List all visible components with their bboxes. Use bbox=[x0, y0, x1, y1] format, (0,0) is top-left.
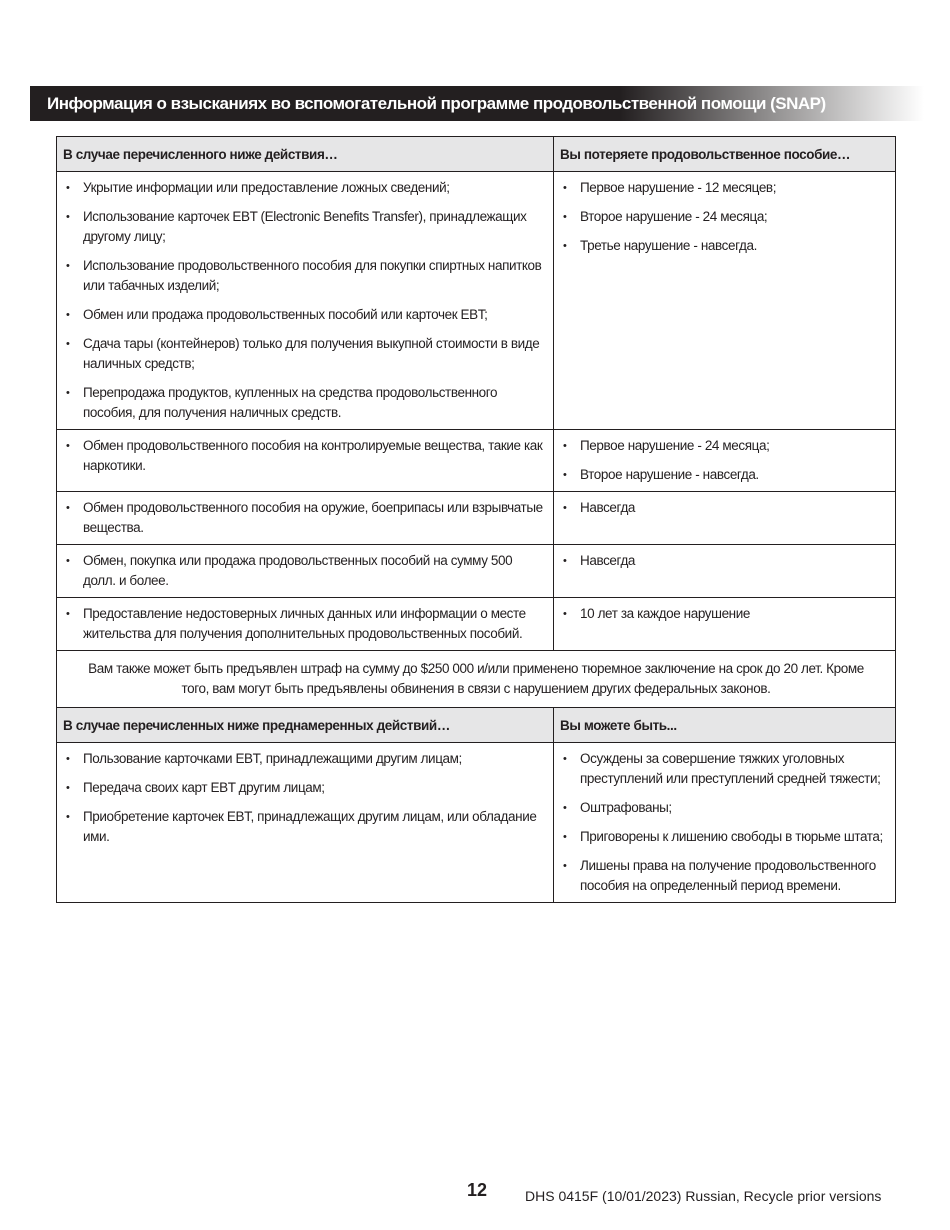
banner-title: Информация о взысканиях во вспомогательной программе продовольственной помощи (SNAP) bbox=[47, 94, 826, 113]
fine-note: Вам также может быть предъявлен штраф на сумму до $250 000 и/или применено тюремное заключение на срок до 20 лет. Кроме того, вам могут быть предъявлены обвинения в связи с нарушением других федеральных законов. bbox=[57, 651, 896, 708]
table-row bbox=[57, 598, 896, 651]
list-item: • Предоставление недостоверных личных данных или информации о месте жительства для получения дополнительных продовольственных пособий. bbox=[63, 604, 547, 644]
violation-cell bbox=[57, 172, 554, 430]
fine-note-row bbox=[57, 651, 896, 708]
list-item: • Навсегда bbox=[560, 498, 889, 518]
list-item: • Использование карточек EBT (Electronic Benefits Transfer), принадлежащих другому лицу; bbox=[63, 207, 547, 247]
list-item: • Сдача тары (контейнеров) только для получения выкупной стоимости в виде наличных средств; bbox=[63, 334, 547, 374]
list-item: • Приобретение карточек EBT, принадлежащих другим лицам, или обладание ими. bbox=[63, 807, 547, 847]
violation-cell bbox=[57, 598, 554, 651]
list-item: • Приговорены к лишению свободы в тюрьме штата; bbox=[560, 827, 889, 847]
consequence-cell bbox=[554, 743, 896, 903]
table-row bbox=[57, 743, 896, 903]
header-consequence-column: Вы можете быть... bbox=[554, 708, 896, 743]
list-item: • Использование продовольственного пособия для покупки спиртных напитков или табачных изделий; bbox=[63, 256, 547, 296]
penalty-cell bbox=[554, 492, 896, 545]
penalty-cell bbox=[554, 598, 896, 651]
list-item: • Обмен или продажа продовольственных пособий или карточек EBT; bbox=[63, 305, 547, 325]
list-item: • Обмен продовольственного пособия на контролируемые вещества, такие как наркотики. bbox=[63, 436, 547, 476]
table-row bbox=[57, 492, 896, 545]
section-banner bbox=[30, 86, 924, 121]
list-item: • Обмен продовольственного пособия на оружие, боеприпасы или взрывчатые вещества. bbox=[63, 498, 547, 538]
list-item: • Обмен, покупка или продажа продовольственных пособий на сумму 500 долл. и более. bbox=[63, 551, 547, 591]
violation-cell bbox=[57, 545, 554, 598]
list-item: • Навсегда bbox=[560, 551, 889, 571]
violation-cell bbox=[57, 492, 554, 545]
penalties-table bbox=[56, 136, 896, 903]
intentional-action-cell bbox=[57, 743, 554, 903]
list-item: • Оштрафованы; bbox=[560, 798, 889, 818]
header-intentional-column: В случае перечисленных ниже преднамеренных действий… bbox=[57, 708, 554, 743]
table-row bbox=[57, 172, 896, 430]
list-item: • 10 лет за каждое нарушение bbox=[560, 604, 889, 624]
table-header-row bbox=[57, 137, 896, 172]
list-item: • Первое нарушение - 24 месяца; bbox=[560, 436, 889, 456]
list-item: • Перепродажа продуктов, купленных на средства продовольственного пособия, для получения наличных средств. bbox=[63, 383, 547, 423]
table-row bbox=[57, 545, 896, 598]
header-penalty-column: Вы потеряете продовольственное пособие… bbox=[554, 137, 896, 172]
header-action-column: В случае перечисленного ниже действия… bbox=[57, 137, 554, 172]
penalty-cell bbox=[554, 172, 896, 430]
list-item: • Пользование карточками EBT, принадлежащими другим лицам; bbox=[63, 749, 547, 769]
page-number: 12 bbox=[467, 1180, 488, 1200]
list-item: • Передача своих карт EBT другим лицам; bbox=[63, 778, 547, 798]
violation-cell bbox=[57, 430, 554, 492]
penalty-cell bbox=[554, 545, 896, 598]
form-code: DHS 0415F (10/01/2023) Russian, Recycle prior versions bbox=[525, 1188, 882, 1204]
penalty-cell bbox=[554, 430, 896, 492]
list-item: • Второе нарушение - навсегда. bbox=[560, 465, 889, 485]
list-item: • Осуждены за совершение тяжких уголовных преступлений или преступлений средней тяжести; bbox=[560, 749, 889, 789]
list-item: • Третье нарушение - навсегда. bbox=[560, 236, 889, 256]
list-item: • Второе нарушение - 24 месяца; bbox=[560, 207, 889, 227]
list-item: • Укрытие информации или предоставление ложных сведений; bbox=[63, 178, 547, 198]
list-item: • Первое нарушение - 12 месяцев; bbox=[560, 178, 889, 198]
table-header-row bbox=[57, 708, 896, 743]
table-row bbox=[57, 430, 896, 492]
list-item: • Лишены права на получение продовольственного пособия на определенный период времени. bbox=[560, 856, 889, 896]
